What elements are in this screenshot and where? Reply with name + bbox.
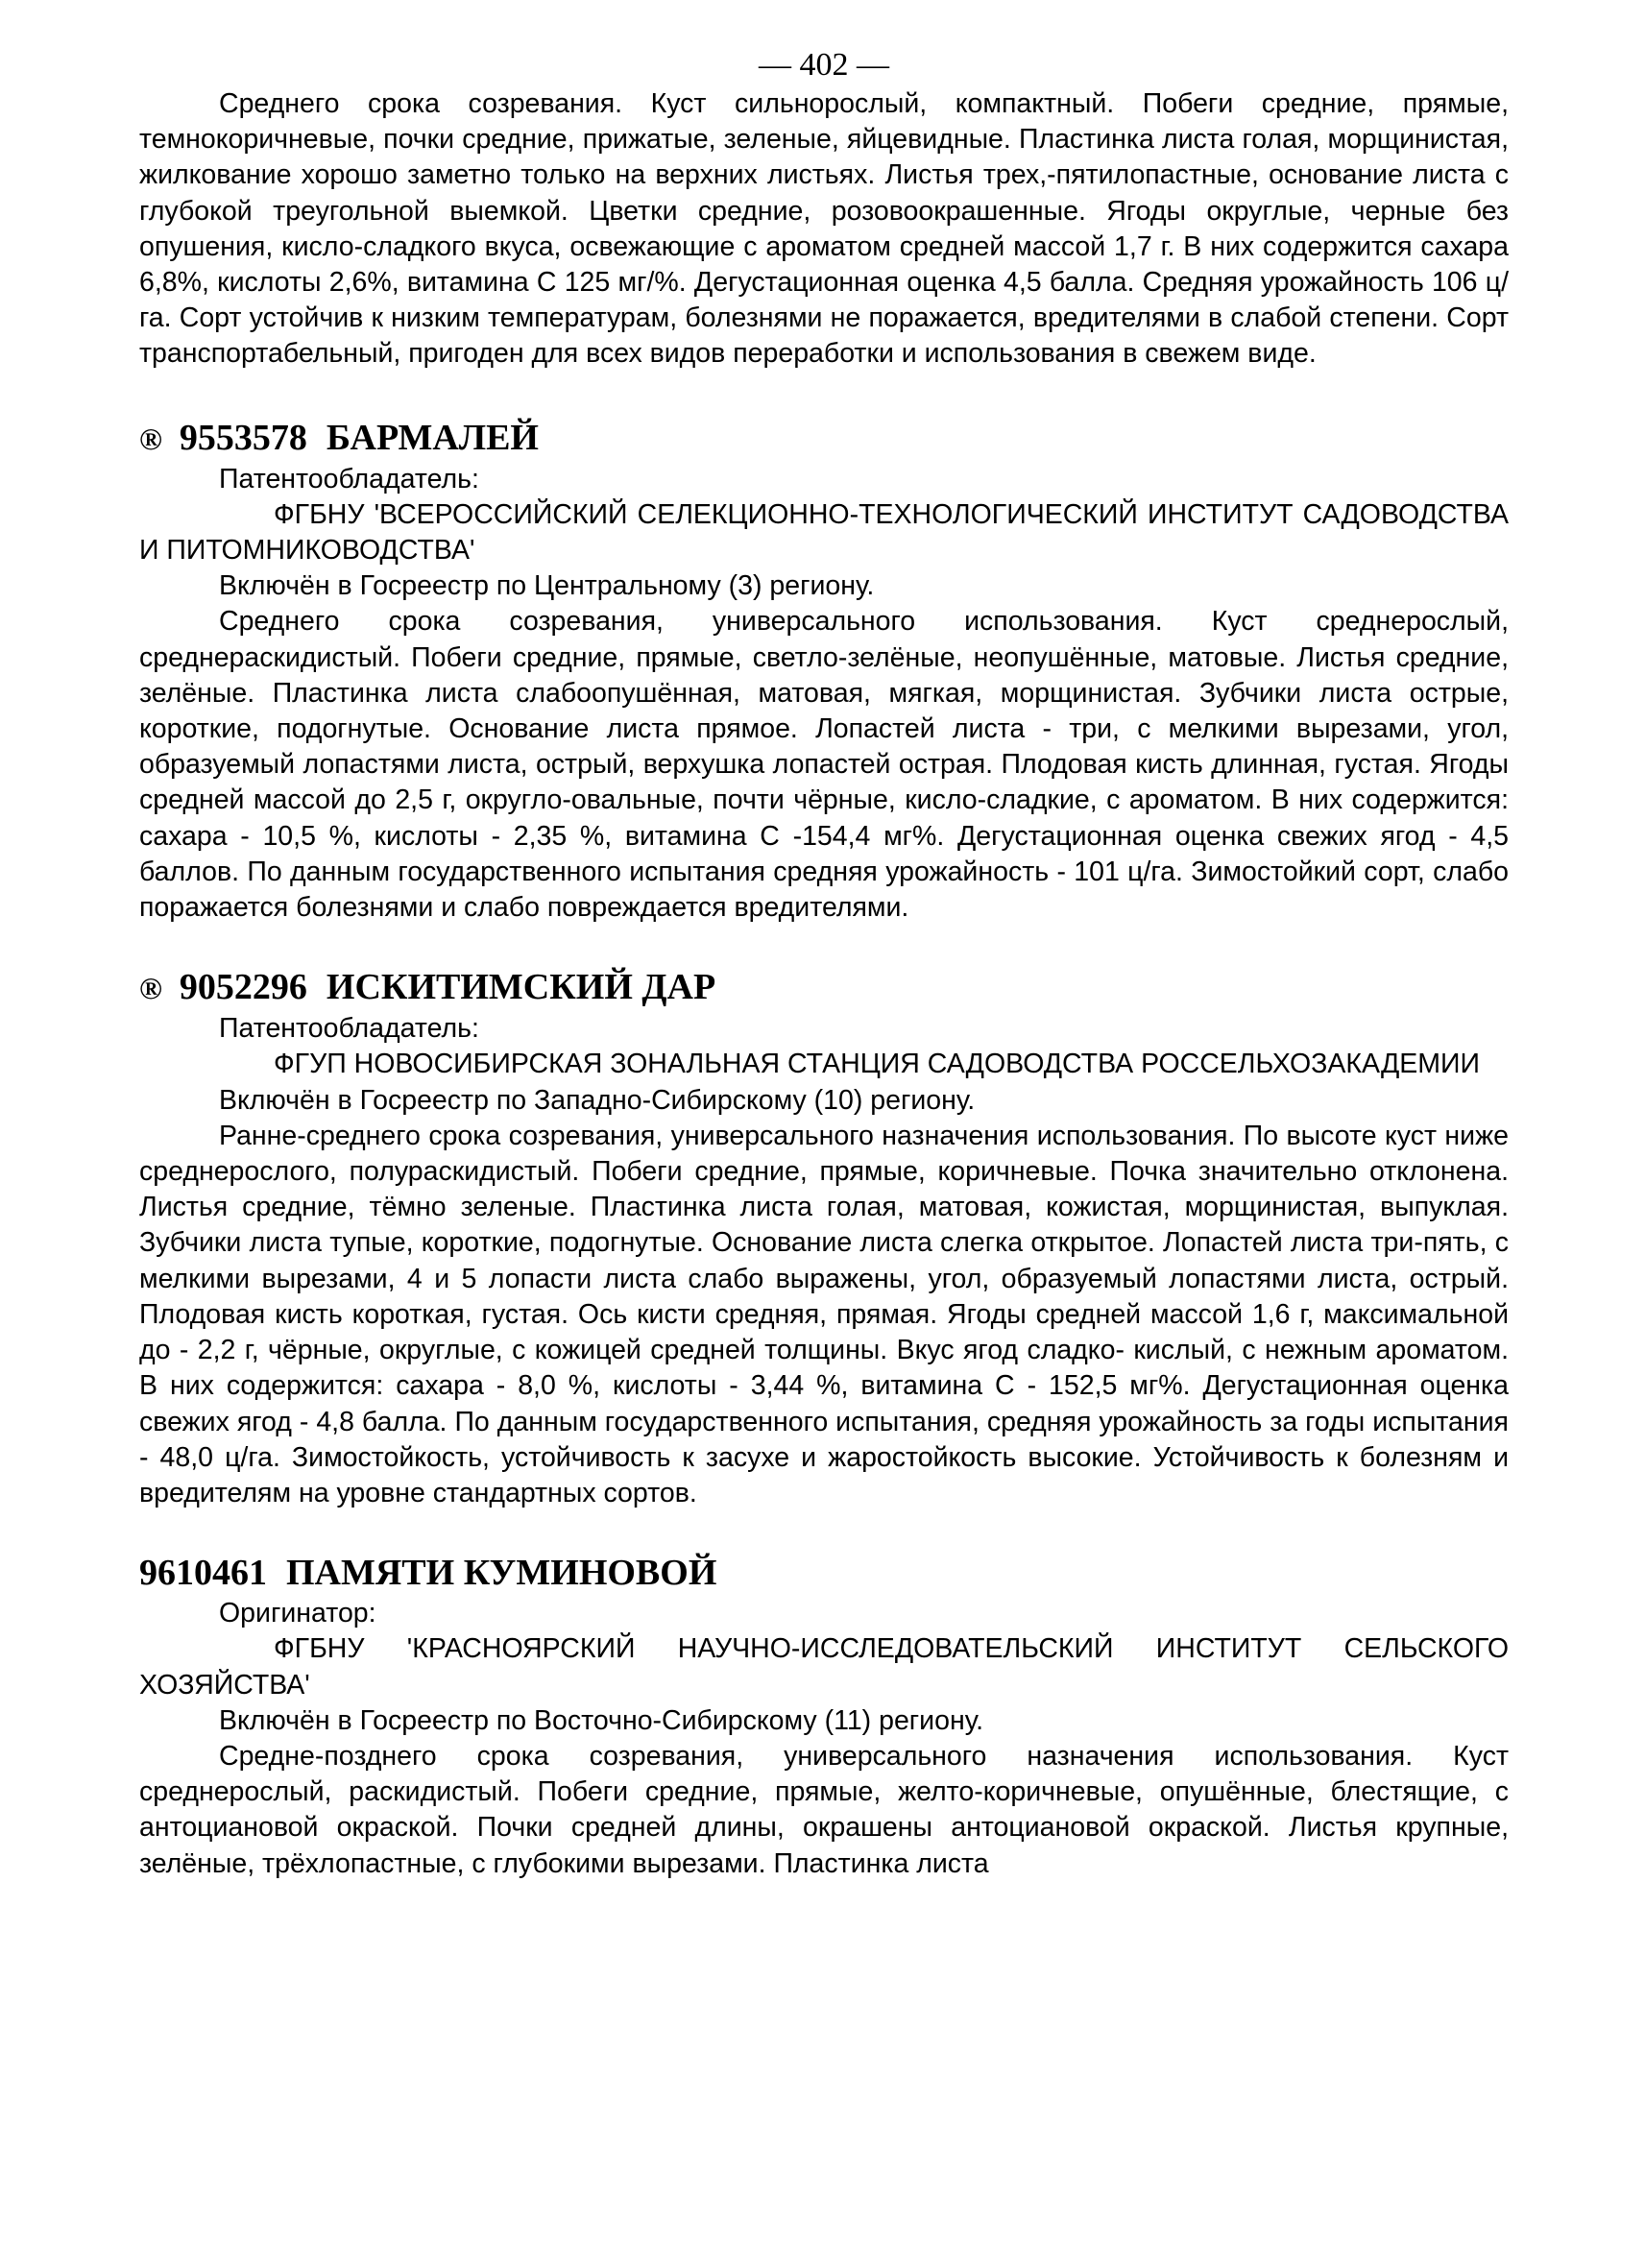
variety-name: БАРМАЛЕЙ: [326, 417, 539, 458]
role-label: Патентообладатель:: [219, 463, 479, 495]
registry-info: Включён в Госреестр по Центральному (3) региону.: [219, 570, 875, 602]
registered-mark-icon: ®: [139, 421, 162, 456]
variety-heading: [139, 1550, 1509, 1596]
variety-description: Средне-позднего срока созревания, универсального назначения использования. Куст среднерослый, раскидистый. Побеги средние, прямые, желто-коричневые, опушённые, блестящие, с антоциановой окраской. Почки средней длины, окрашены антоциановой окраской. Листья крупные, зелёные, трёхлопастные, с глубокими вырезами. Пластинка листа: [139, 1740, 1509, 1879]
document-page: [139, 46, 1509, 1882]
variety-number: 9052296: [179, 967, 307, 1008]
intro-paragraph: Среднего срока созревания. Куст сильнорослый, компактный. Побеги средние, прямые, темнокоричневые, почки средние, прижатые, зеленые, яйцевидные. Пластинка листа голая, морщинистая, жилкование хорошо заметно только на верхних листьях. Листья трех,-пятилопастные, основание листа с глубокой треугольной выемкой. Цветки средние, розовоокрашенные. Ягоды округлые, черные без опушения, кисло-сладкого вкуса, освежающие с ароматом средней массой 1,7 г. В них содержится сахара 6,8%, кислоты 2,6%, витамина С 125 мг/%. Дегустационная оценка 4,5 балла. Средняя урожайность 106 ц/га. Сорт устойчив к низким температурам, болезнями не поражается, вредителями в слабой степени. Сорт транспортабельный, пригоден для всех видов переработки и использования в свежем виде.: [139, 88, 1509, 370]
registry-info: Включён в Госреестр по Восточно-Сибирскому (11) региону.: [219, 1704, 984, 1736]
registry-info: Включён в Госреестр по Западно-Сибирскому (10) региону.: [219, 1084, 976, 1116]
variety-entry: [139, 1550, 1509, 1882]
variety-description: Ранне-среднего срока созревания, универсального назначения использования. По высоте куст ниже среднерослого, полураскидистый. Побеги средние, прямые, коричневые. Почка значительно отклонена. Листья средние, тёмно зеленые. Пластинка листа голая, матовая, кожистая, морщинистая, выпуклая. Зубчики листа тупые, короткие, подогнутые. Основание листа слегка открытое. Лопастей листа три-пять, с мелкими вырезами, 4 и 5 лопасти листа слабо выражены, угол, образуемый лопастями листа, острый. Плодовая кисть короткая, густая. Ось кисти средняя, прямая. Ягоды средней массой 1,6 г, максимальной до - 2,2 г, чёрные, округлые, с кожицей средней толщины. Вкус ягод сладко- кислый, с нежным ароматом. В них содержится: сахара - 8,0 %, кислоты - 3,44 %, витамина С - 152,5 мг%. Дегустационная оценка свежих ягод - 4,8 балла. По данным государственного испытания, средняя урожайность за годы испытания - 48,0 ц/га. Зимостойкость, устойчивость к засухе и жаростойкость высокие. Устойчивость к болезням и вредителям на уровне стандартных сортов.: [139, 1120, 1509, 1508]
variety-entry: [139, 964, 1509, 1511]
page-number: — 402 —: [759, 47, 889, 83]
variety-number: 9553578: [179, 417, 307, 458]
organization: ФГБНУ 'КРАСНОЯРСКИЙ НАУЧНО-ИССЛЕДОВАТЕЛЬСКИЙ ИНСТИТУТ СЕЛЬСКОГО ХОЗЯЙСТВА': [139, 1633, 1509, 1701]
role-label: Оригинатор:: [219, 1598, 376, 1629]
variety-name: ПАМЯТИ КУМИНОВОЙ: [286, 1553, 717, 1594]
registered-mark-icon: ®: [139, 971, 162, 1006]
variety-name: ИСКИТИМСКИЙ ДАР: [326, 967, 716, 1008]
variety-entry: [139, 415, 1509, 927]
role-label: Патентообладатель:: [219, 1013, 479, 1045]
variety-heading: [139, 964, 1509, 1011]
organization: ФГУП НОВОСИБИРСКАЯ ЗОНАЛЬНАЯ СТАНЦИЯ САДОВОДСТВА РОССЕЛЬХОЗАКАДЕМИИ: [274, 1049, 1480, 1080]
variety-description: Среднего срока созревания, универсального использования. Куст среднерослый, среднераскидистый. Побеги средние, прямые, светло-зелёные, неопушённые, матовые. Листья средние, зелёные. Пластинка листа слабоопушённая, матовая, мягкая, морщинистая. Зубчики листа острые, короткие, подогнутые. Основание листа прямое. Лопастей листа - три, с мелкими вырезами, угол, образуемый лопастями листа, острый, верхушка лопастей острая. Плодовая кисть длинная, густая. Ягоды средней массой до 2,5 г, округло-овальные, почти чёрные, кисло-сладкие, с ароматом. В них содержится: сахара - 10,5 %, кислоты - 2,35 %, витамина С -154,4 мг%. Дегустационная оценка свежих ягод - 4,5 баллов. По данным государственного испытания средняя урожайность - 101 ц/га. Зимостойкий сорт, слабо поражается болезнями и слабо повреждается вредителями.: [139, 606, 1509, 924]
variety-heading: [139, 415, 1509, 462]
organization: ФГБНУ 'ВСЕРОССИЙСКИЙ СЕЛЕКЦИОННО-ТЕХНОЛОГИЧЕСКИЙ ИНСТИТУТ САДОВОДСТВА И ПИТОМНИКОВОДСТВА': [139, 498, 1509, 567]
variety-number: 9610461: [139, 1553, 267, 1594]
